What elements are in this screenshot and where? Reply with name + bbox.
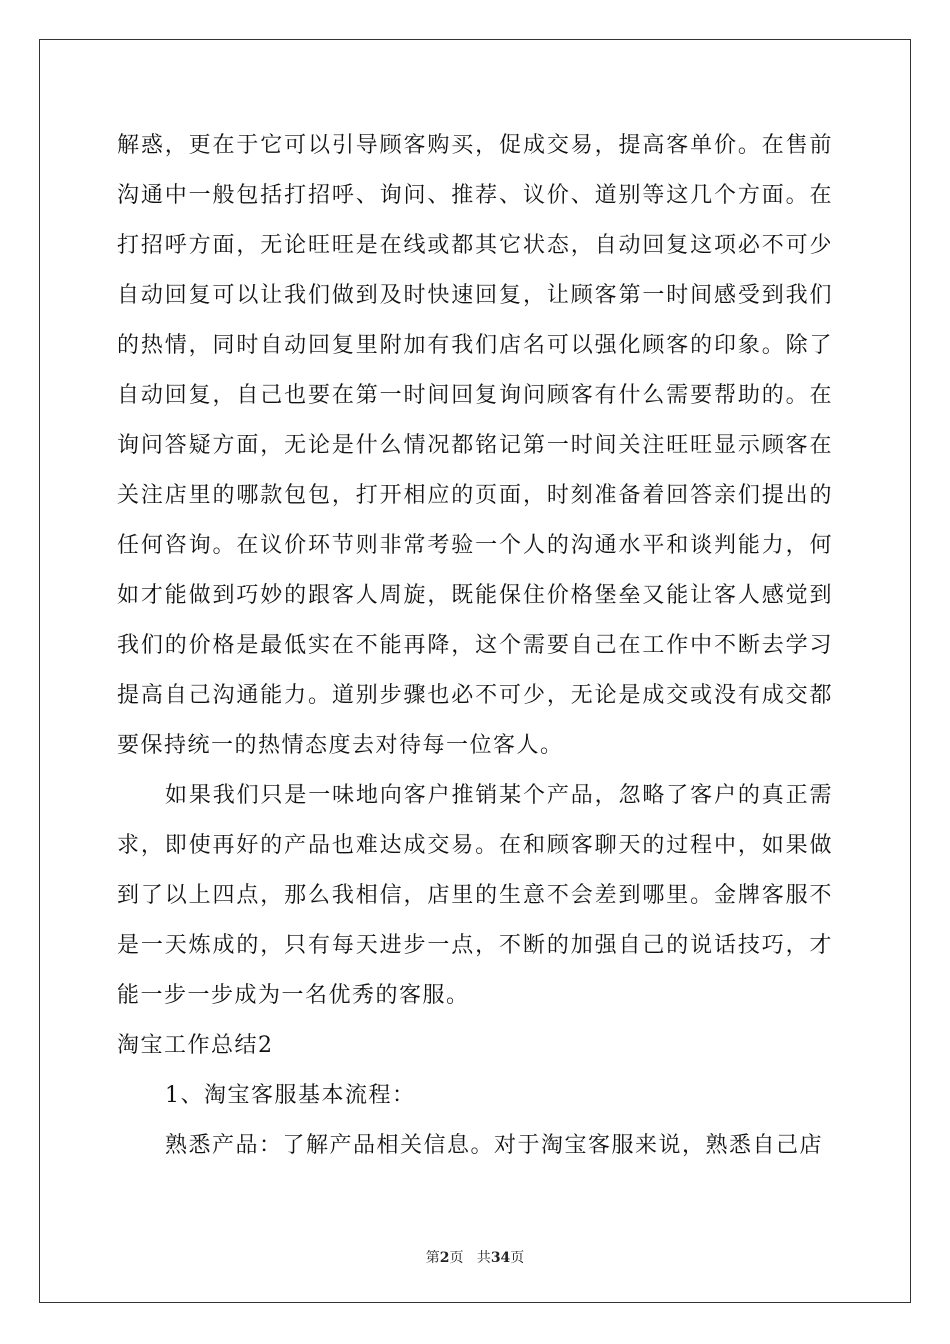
paragraph-continued: 解惑，更在于它可以引导顾客购买，促成交易，提高客单价。在售前沟通中一般包括打招呼、询问、推荐、议价、道别等这几个方面。在打招呼方面，无论旺旺是在线或都其它状态，自动回复这项必不可少自动回复可以让我们做到及时快速回复，让顾客第一时间感受到我们的热情，同时自动回复里附加有我们店名可以强化顾客的印象。除了自动回复，自己也要在第一时间回复询问顾客有什么需要帮助的。在询问答疑方面，无论是什么情况都铭记第一时间关注旺旺显示顾客在关注店里的哪款包包，打开相应的页面，时刻准备着回答亲们提出的任何咨询。在议价环节则非常考验一个人的沟通水平和谈判能力，何如才能做到巧妙的跟客人周旋，既能保住价格堡垒又能让客人感觉到我们的价格是最低实在不能再降，这个需要自己在工作中不断去学习提高自己沟通能力。道别步骤也必不可少，无论是成交或没有成交都要保持统一的热情态度去对待每一位客人。 xyxy=(117,133,833,758)
section-title: 淘宝工作总结2 xyxy=(117,1033,274,1058)
footer-total-suffix: 页 xyxy=(510,1250,525,1266)
footer-page-suffix: 页 xyxy=(449,1250,464,1266)
list-item-1: 1、淘宝客服基本流程： xyxy=(165,1083,416,1108)
footer-page-current: 2 xyxy=(439,1250,450,1266)
paragraph-2: 如果我们只是一味地向客户推销某个产品，忽略了客户的真正需求，即使再好的产品也难达成交易。在和顾客聊天的过程中，如果做到了以上四点，那么我相信，店里的生意不会差到哪里。金牌客服不是一天炼成的，只有每天进步一点，不断的加强自己的说话技巧，才能一步一步成为一名优秀的客服。 xyxy=(117,783,833,1008)
paragraph-3: 熟悉产品：了解产品相关信息。对于淘宝客服来说，熟悉自己店 xyxy=(165,1133,824,1158)
footer-total-prefix: 共 xyxy=(476,1250,491,1266)
document-body xyxy=(117,121,833,1171)
footer-page-total: 34 xyxy=(490,1250,511,1266)
footer-page-prefix: 第 xyxy=(425,1250,440,1266)
page-footer xyxy=(0,1247,950,1267)
